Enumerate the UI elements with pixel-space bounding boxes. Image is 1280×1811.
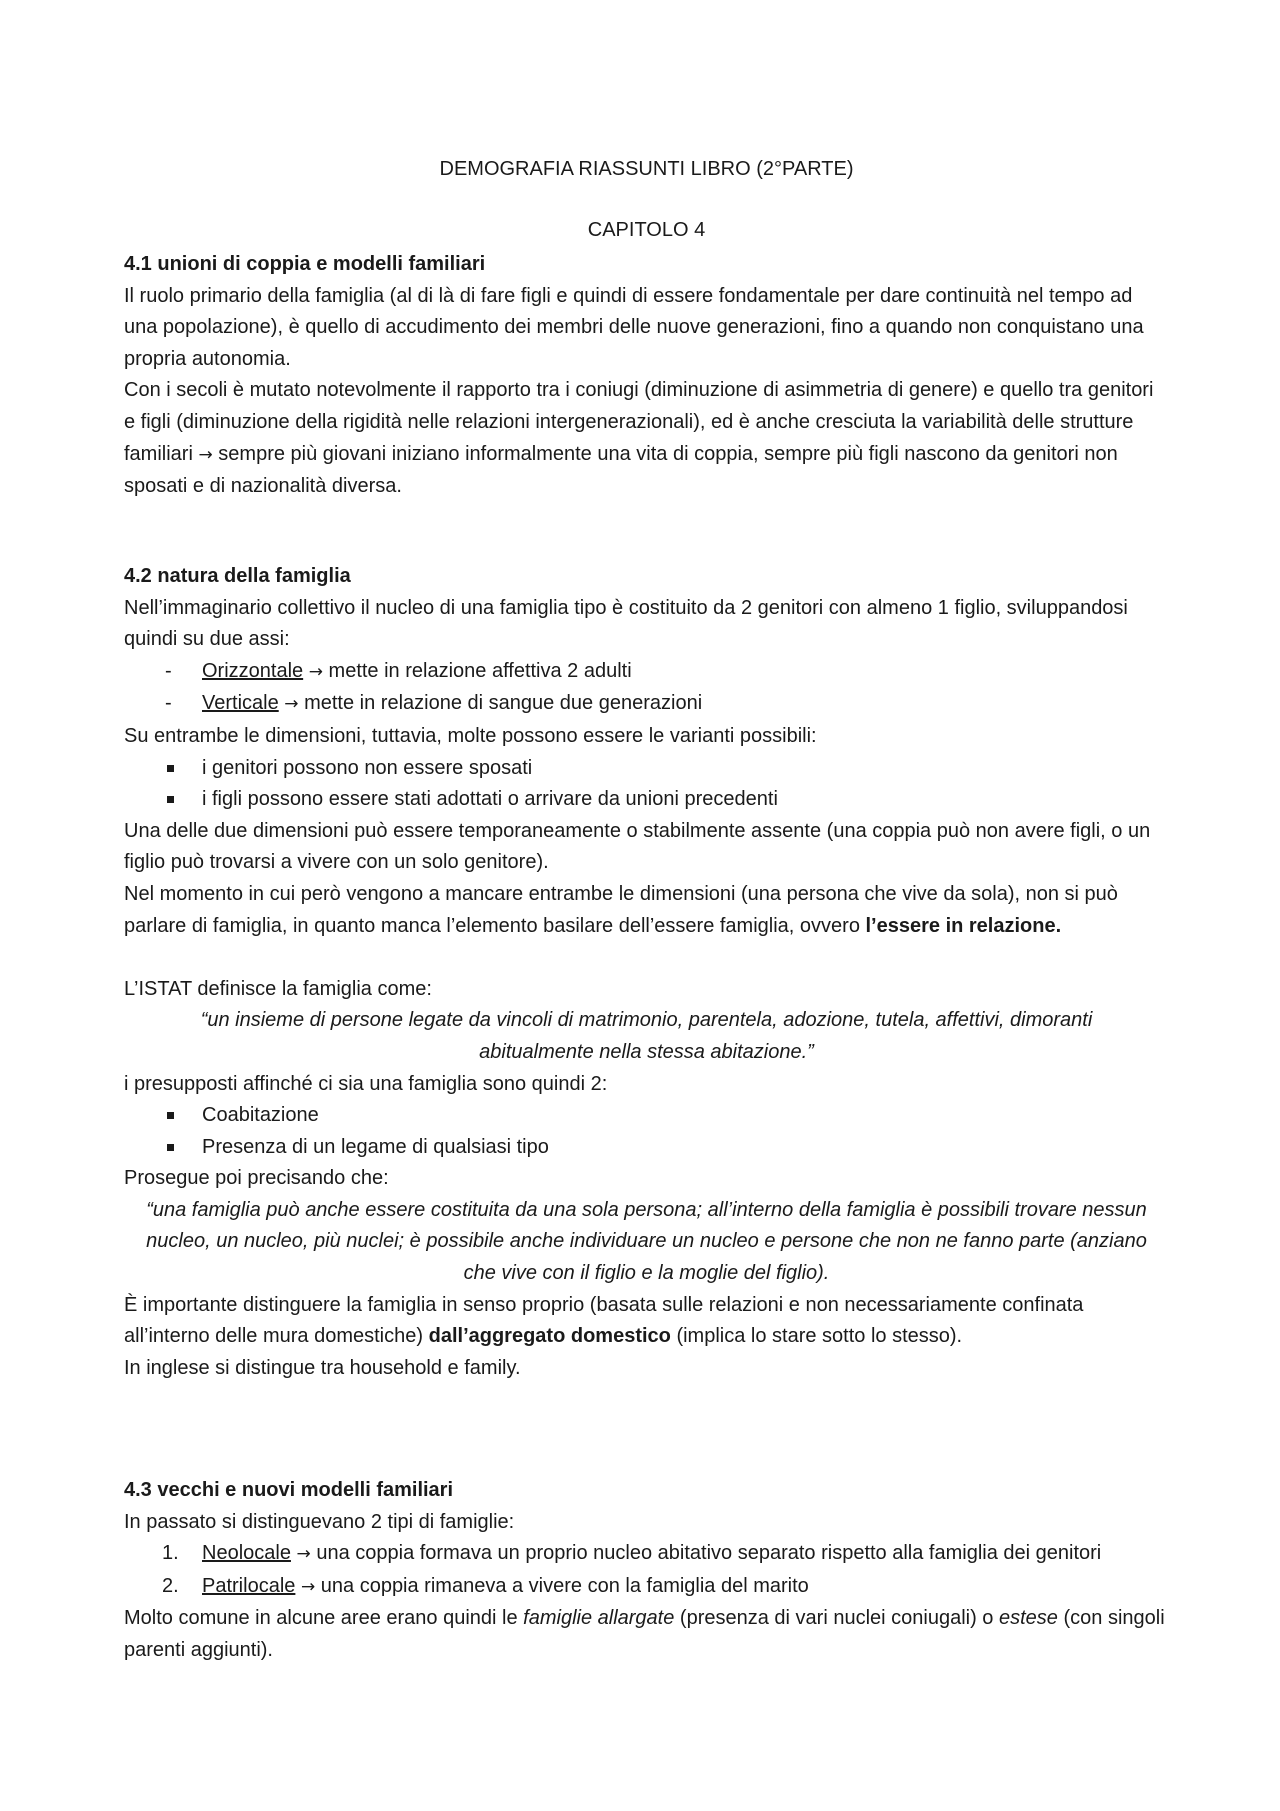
paragraph: In inglese si distingue tra household e family. [124,1356,521,1379]
arrow-icon: → [300,1576,316,1597]
list-item: i genitori possono non essere sposati [124,753,1169,785]
section-heading: 4.3 vecchi e nuovi modelli familiari [124,1479,454,1501]
document-title: DEMOGRAFIA RIASSUNTI LIBRO (2°PARTE) [439,158,854,180]
section-heading: 4.1 unioni di coppia e modelli familiari [124,253,486,275]
list-item: - Verticale → mette in relazione di sangue due generazioni [165,692,703,715]
paragraph: i presupposti affinché ci sia una famiglia sono quindi 2: [124,1072,608,1095]
list-item: Presenza di un legame di qualsiasi tipo [124,1132,1169,1164]
square-bullet-icon [167,796,174,803]
axes-list [124,656,1169,721]
section-heading: 4.2 natura della famiglia [124,565,351,587]
list-item: - Orizzontale → mette in relazione affettiva 2 adulti [165,659,632,682]
paragraph: Prosegue poi precisando che: [124,1167,389,1190]
list-item: 2. Patrilocale → una coppia rimaneva a vivere con la famiglia del marito [162,1574,809,1597]
arrow-icon: → [308,661,323,682]
paragraph: Nell’immaginario collettivo il nucleo di una famiglia tipo è costituito da 2 genitori con almeno 1 figlio, sviluppandosi quindi su due assi: [124,596,1128,651]
section-4-1 [124,249,1169,503]
list-item: Coabitazione [124,1100,1169,1132]
paragraph: Il ruolo primario della famiglia (al di là di fare figli e quindi di essere fondamentale per dare continuità nel tempo ad una popolazione), è quello di accudimento dei membri delle nuove generazioni, fino a quando non conquistano una propria autonomia. [124,284,1144,370]
section-4-3 [124,1475,1169,1667]
types-list [124,1538,1169,1603]
istat-quote: “un insieme di persone legate da vincoli di matrimonio, parentela, adozione, tutela, affettivi, dimoranti abitualmente nella stessa abitazione.” [200,1009,1093,1063]
presupposti-list [124,1100,1169,1163]
section-4-2 [124,561,1169,1384]
list-item: i figli possono essere stati adottati o arrivare da unioni precedenti [124,784,1169,816]
square-bullet-icon [167,1144,174,1151]
arrow-icon: → [296,1544,311,1565]
chapter-title: CAPITOLO 4 [587,219,706,241]
paragraph: Una delle due dimensioni può essere temporaneamente o stabilmente assente (una coppia può non avere figli, o un figlio può trovarsi a vivere con un solo genitore). [124,819,1151,874]
istat-quote-2: “una famiglia può anche essere costituita da una sola persona; all’interno della famiglia è possibili trovare nessun nucleo, un nucleo, più nuclei; è possibile anche individuare un nucleo e persone che non ne fanno parte (anziano che vive con il figlio e la moglie del figlio). [146,1198,1147,1285]
variants-list [124,753,1169,816]
paragraph: Su entrambe le dimensioni, tuttavia, molte possono essere le varianti possibili: [124,724,817,747]
square-bullet-icon [167,1112,174,1119]
paragraph: È importante distinguere la famiglia in senso proprio (basata sulle relazioni e non necessariamente confinata all’interno delle mura domestiche) dall’aggregato domestico (implica lo stare sotto lo stesso). [124,1293,1084,1348]
paragraph: In passato si distinguevano 2 tipi di famiglie: [124,1510,515,1533]
paragraph: Molto comune in alcune aree erano quindi le famiglie allargate (presenza di vari nuclei coniugali) o estese (con singoli parenti aggiunti). [124,1607,1165,1661]
spacer [124,942,1169,974]
arrow-icon: → [198,444,213,465]
square-bullet-icon [167,765,174,772]
paragraph: Nel momento in cui però vengono a mancare entrambe le dimensioni (una persona che vive da sola), non si può parlare di famiglia, in quanto manca l’elemento basilare dell’essere famiglia, ovvero l’essere in relazione. [124,882,1118,937]
paragraph: Con i secoli è mutato notevolmente il rapporto tra i coniugi (diminuzione di asimmetria di genere) e quello tra genitori e figli (diminuzione della rigidità nelle relazioni intergenerazionali), ed è anche cresciuta la variabilità delle strutture familiari → sempre più giovani iniziano informalmente una vita di coppia, sempre più figli nascono da genitori non sposati e di nazionalità diversa. [124,379,1154,498]
paragraph: L’ISTAT definisce la famiglia come: [124,977,432,1000]
arrow-icon: → [284,694,299,715]
list-item: 1. Neolocale → una coppia formava un proprio nucleo abitativo separato rispetto alla famiglia dei genitori [162,1542,1102,1565]
